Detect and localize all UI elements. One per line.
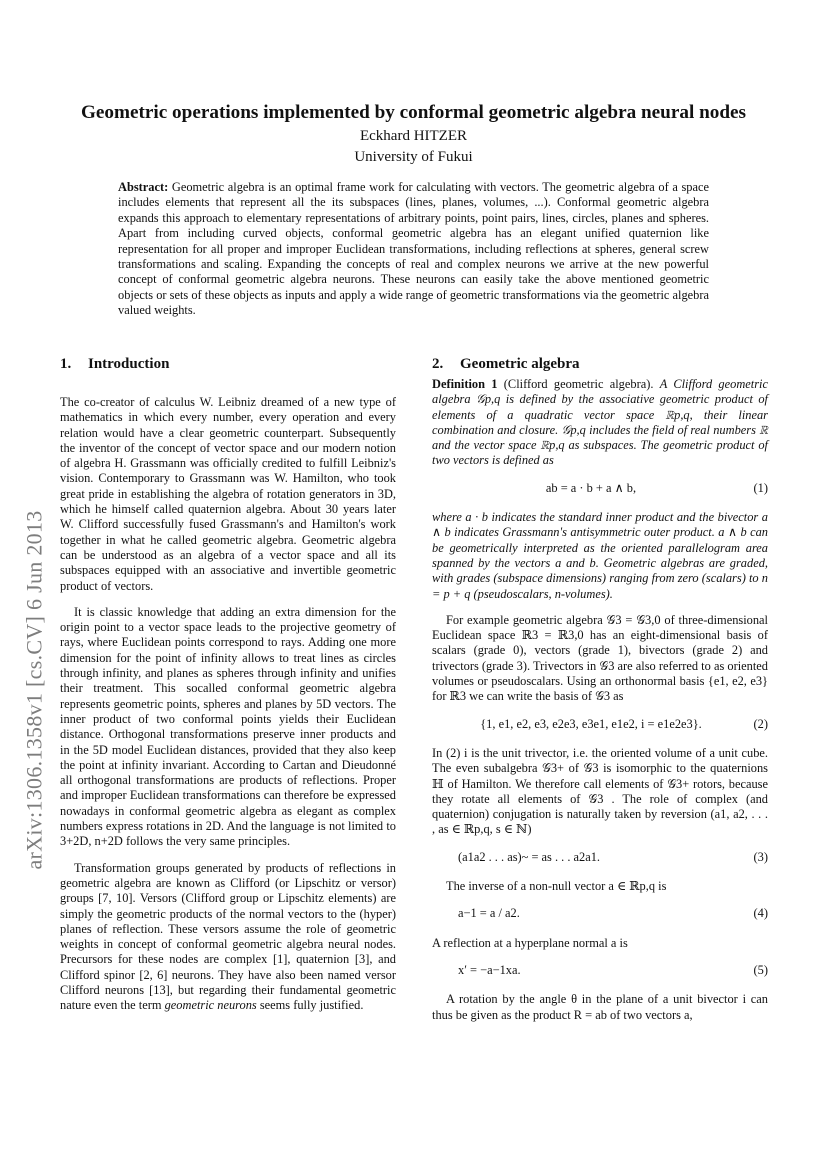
right-column bbox=[432, 355, 768, 1034]
section-1-heading: 1. Introduction bbox=[60, 356, 170, 372]
section-2-heading: 2. Geometric algebra bbox=[432, 356, 580, 372]
abstract bbox=[118, 180, 709, 319]
intro-paragraph-1: The co-creator of calculus W. Leibniz dreamed of a new type of mathematics in which every number, every operation and every relation would have a clear geometric counterpart. Subsequently the inventor of the concept of vector space and our modern notion of algebra H. Grassmann was officially credited to fulfill Leibniz's vision. Contemporary to Grassmann was W. Hamilton, who took great pride in establishing the algebra of rotation generators in 3D, which he himself called quaternion algebra. About 30 years later W. Clifford successfully fused Grassmann's and Hamilton's work together in what he called geometric algebra. Geometric algebra can be understood as an algebra of a vector space and all its subspaces equipped with an associative and invertible geometric product of vectors. bbox=[60, 395, 396, 593]
left-column bbox=[60, 355, 396, 1025]
intro-paragraph-2: It is classic knowledge that adding an extra dimension for the origin point to a vector space leads to the projective geometry of rays, where Euclidean points correspond to rays. Adding one more dimension for the point of infinity allows to treat lines as circles through infinity, and planes as spheres through infinity and unifies their treatment. This socalled conformal geometric algebra represents geometric points, spheres and planes by 5D vectors. The inner product of two conformal points yields their Euclidean distance. Orthogonal transformations preserve inner products and in the 5D model Euclidean distances, provided that they also keep the point at infinity invariant. According to Cartan and Dieudonné all orthogonal transformations are products of reflections. Proper and improper Euclidean transformations can therefore be expressed nowadays in conformal geometric algebra as elegant as complex numbers express rotations in 2D. And the language is not limited to 3+2D, n+2D follows the very same principles. bbox=[60, 604, 396, 849]
abstract-text: Geometric algebra is an optimal frame work for calculating with vectors. The geometric algebra of a space includes elements that represent all the its subspaces (lines, planes, volumes, ...). Conformal geometric algebra expands this approach to elementary representations of arbitrary points, point pairs, lines, circles, planes and spheres. Apart from including curved objects, conformal geometric algebra has an elegant unified quaternion like representation for all proper and improper Euclidean transformations, including reflections at spheres, general screw transformations and scaling. Expanding the concepts of real and complex neurons we arrive at the new powerful concept of conformal geometric algebra neurons. These neurons can easily take the above mentioned geometric objects or sets of these objects as inputs and apply a wide range of geometric transformations via the geometric algebra valued weights. bbox=[118, 180, 709, 318]
author-name: Eckhard HITZER bbox=[359, 128, 468, 144]
definition-1-continued: where a · b indicates the standard inner product and the bivector a ∧ b indicates Grassmann's antisymmetric outer product. a ∧ b can be geometrically interpreted as the oriented parallelogram area spanned by the vectors a and b. Geometric algebras are graded, with grades (subspace dimensions) ranging from zero (scalars) to n = p + q (pseudoscalars, n-volumes). bbox=[432, 510, 768, 601]
equation-2: {1, e1, e2, e3, e2e3, e3e1, e1e2, i = e1e2e3}. (2) bbox=[480, 716, 768, 731]
intro-paragraph-3: Transformation groups generated by products of reflections in geometric algebra are known as Clifford (or Lipschitz or versor) groups [7, 10]. Versors (Clifford group or Lipschitz elements) are simply the geometric products of the normal vectors to the (hyper) planes of reflection. These versors assume the role of geometric weights in concept of conformal geometric algebra neural nodes. Precursors for these nodes are complex [1], quaternion [3], and Clifford spinor [2, 6] neurons. They have also been named versor Clifford neurons [13], but regarding their fundamental geometric nature even the term geometric neurons seems fully justified. bbox=[60, 860, 396, 1013]
definition-1: Definition 1 (Clifford geometric algebra). A Clifford geometric algebra 𝒢p,q is defined by the associative geometric product of elements of a quadratic vector space ℝp,q, their linear combination and closure. 𝒢p,q includes the field of real numbers ℝ and the vector space ℝp,q as subspaces. The geometric product of two vectors is defined as bbox=[432, 377, 768, 468]
inverse-paragraph: The inverse of a non-null vector a ∈ ℝp,q is bbox=[446, 879, 667, 894]
equation-3: (a1a2 . . . as)~ = as . . . a2a1. (3) bbox=[458, 849, 768, 864]
abstract-label: Abstract: bbox=[118, 180, 169, 194]
rotation-paragraph: A rotation by the angle θ in the plane of a unit bivector i can thus be given as the product R = ab of two vectors a, bbox=[432, 992, 768, 1022]
affiliation: University of Fukui bbox=[354, 149, 473, 165]
equation-5: x′ = −a−1xa. (5) bbox=[458, 962, 768, 977]
equation-4: a−1 = a / a2. (4) bbox=[458, 906, 768, 921]
example-paragraph: For example geometric algebra 𝒢3 = 𝒢3,0 of three-dimensional Euclidean space ℝ3 = ℝ3,0 has an eight-dimensional basis of scalars (grade 0), vectors (grade 1), bivectors (grade 2) and trivectors (grade 3). Trivectors in 𝒢3 are also referred to as oriented volumes or pseudoscalars. Using an orthonormal basis {e1, e2, e3} for ℝ3 we can write the basis of 𝒢3 as bbox=[432, 612, 768, 704]
paper-header bbox=[60, 100, 767, 168]
paper-title: Geometric operations implemented by conformal geometric algebra neural nodes bbox=[80, 102, 747, 123]
trivector-paragraph: In (2) i is the unit trivector, i.e. the oriented volume of a unit cube. The even subalgebra 𝒢3+ of 𝒢3 is isomorphic to the quaternions ℍ of Hamilton. We therefore call elements of 𝒢3+ rotors, because they rotate all elements of 𝒢3 . The role of complex (and quaternion) conjugation is naturally taken by reversion (a1, a2, . . . , as ∈ ℝp,q, s ∈ ℕ) bbox=[432, 745, 768, 837]
reflection-paragraph: A reflection at a hyperplane normal a is bbox=[432, 935, 628, 950]
equation-1: ab = a · b + a ∧ b, (1) bbox=[545, 480, 768, 495]
arxiv-identifier: arXiv:1306.1358v1 [cs.CV] 6 Jun 2013 bbox=[22, 510, 48, 870]
